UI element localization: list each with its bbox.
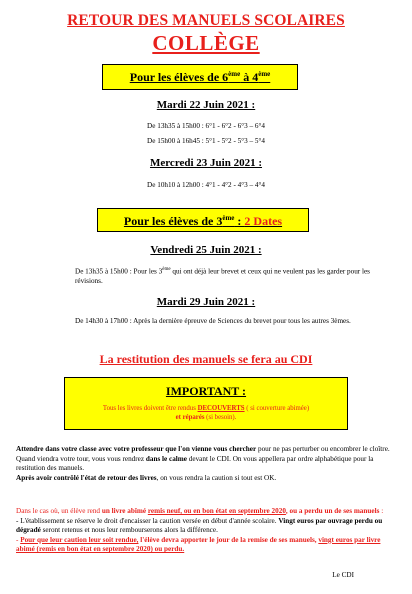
schedule-text: De 13h35 à 15h00 : Pour les 3: [75, 267, 163, 276]
important-text: [65, 404, 347, 422]
banner-text-mid: à 4: [240, 70, 259, 84]
title-line1: RETOUR DES MANUELS SCOLAIRES: [67, 12, 345, 29]
important-box: [64, 377, 348, 430]
important-text-bold: DECOUVERTS: [197, 405, 245, 412]
damage-bold: l'élève devra apporter le jour de la remise de ses manuels,: [138, 535, 319, 544]
schedule-text: qui ont déjà leur brevet et ceux qui ne veulent pas les garder pour les révisions.: [75, 267, 370, 285]
instruction-text: devant le CDI. On vous appellera par ordre alphabétique pour la restitution des manuels.: [16, 454, 374, 473]
date-heading: Mercredi 23 Juin 2021 :: [149, 157, 263, 169]
damage-rule: [16, 536, 397, 555]
important-text-part: Tous les livres doivent être rendus: [102, 405, 198, 412]
damage-text: :: [379, 507, 384, 515]
instruction-text: pour ne pas perturber ou encombrer le cloître.: [256, 445, 390, 453]
instruction-text: Quand viendra votre tour, vous vous rendrez: [16, 454, 146, 463]
instruction-bold: dans le calme: [145, 454, 187, 463]
signature: Le CDI: [332, 571, 354, 579]
damage-bold-underline: Pour que leur caution leur soit rendue,: [20, 535, 139, 544]
banner-text-prefix: Pour les élèves de 3: [123, 214, 223, 228]
schedule-paragraph: De 14h30 à 17h00 : Après la dernière épreuve de Sciences du brevet pour tous les autres 3èmes.: [75, 317, 351, 325]
damage-block: [16, 507, 397, 555]
banner-sup: ème: [222, 214, 235, 222]
instruction-paragraph: [16, 455, 397, 474]
schedule-line: De 10h10 à 12h00 : 4°1 - 4°2 - 4°3 – 4°4: [147, 181, 265, 189]
damage-text: -: [16, 535, 21, 544]
damage-bold: Vingt euros par ouvrage perdu ou dégradé: [16, 516, 383, 535]
instruction-text: , on vous rendra la caution si tout est OK.: [156, 473, 277, 482]
grade-3-banner-text: [98, 209, 308, 233]
banner-sup: ème: [228, 70, 241, 78]
date-heading: Mardi 22 Juin 2021 :: [156, 99, 256, 111]
damage-bold-underline: remis neuf, ou en bon état en septembre 2020: [147, 507, 286, 515]
grade-6-4-banner: [102, 64, 298, 90]
important-text-bold: et réparés: [175, 414, 205, 421]
damage-bold: , ou a perdu un de ses manuels: [285, 507, 380, 515]
banner-text-suffix: :: [234, 214, 245, 228]
important-text-part: ( si couverture abimée): [244, 405, 310, 412]
grade-3-banner: [97, 208, 309, 232]
instruction-bold: Attendre dans votre classe avec votre professeur que l'on vienne vous chercher: [16, 445, 257, 453]
instructions-block: [16, 445, 397, 483]
title-line2: COLLÈGE: [152, 31, 260, 55]
damage-text: seront retenus et nous leur rembourserons alors la différence.: [40, 526, 218, 535]
damage-text: - L'établissement se réserve le droit d'encaisser la caution versée en début d'année scolaire.: [16, 516, 279, 525]
instruction-bold: Après avoir contrôlé l'état de retour des livres: [16, 473, 157, 482]
damage-bold: un livre abîmé: [101, 507, 148, 515]
date-heading: Mardi 29 Juin 2021 :: [156, 296, 256, 308]
damage-rule: [16, 517, 397, 536]
damage-text: Dans le cas où, un élève rend: [16, 507, 102, 515]
important-text-part: (si besoin).: [204, 414, 237, 421]
schedule-line: De 13h35 à 15h00 : 6°1 - 6°2 - 6°3 – 6°4: [147, 122, 265, 130]
important-title: IMPORTANT :: [165, 384, 247, 398]
banner-highlight: 2 Dates: [244, 214, 283, 228]
schedule-paragraph: [75, 265, 375, 287]
schedule-sup: ème: [162, 267, 171, 272]
grade-6-4-banner-text: [103, 65, 297, 89]
banner-text-prefix: Pour les élèves de 6: [129, 70, 229, 84]
date-heading: Vendredi 25 Juin 2021 :: [150, 244, 262, 256]
instruction-paragraph: [16, 474, 397, 484]
damage-bold-underline: vingt euros par livre abimé (remis en bon état en septembre 2020) ou perdu.: [16, 535, 381, 554]
instruction-paragraph: [16, 445, 397, 455]
damage-intro: [16, 507, 397, 517]
cdi-notice: La restitution des manuels se fera au CDI: [99, 352, 313, 366]
banner-sup: ème: [258, 70, 271, 78]
schedule-line: De 15h00 à 16h45 : 5°1 - 5°2 - 5°3 – 5°4: [147, 137, 265, 145]
